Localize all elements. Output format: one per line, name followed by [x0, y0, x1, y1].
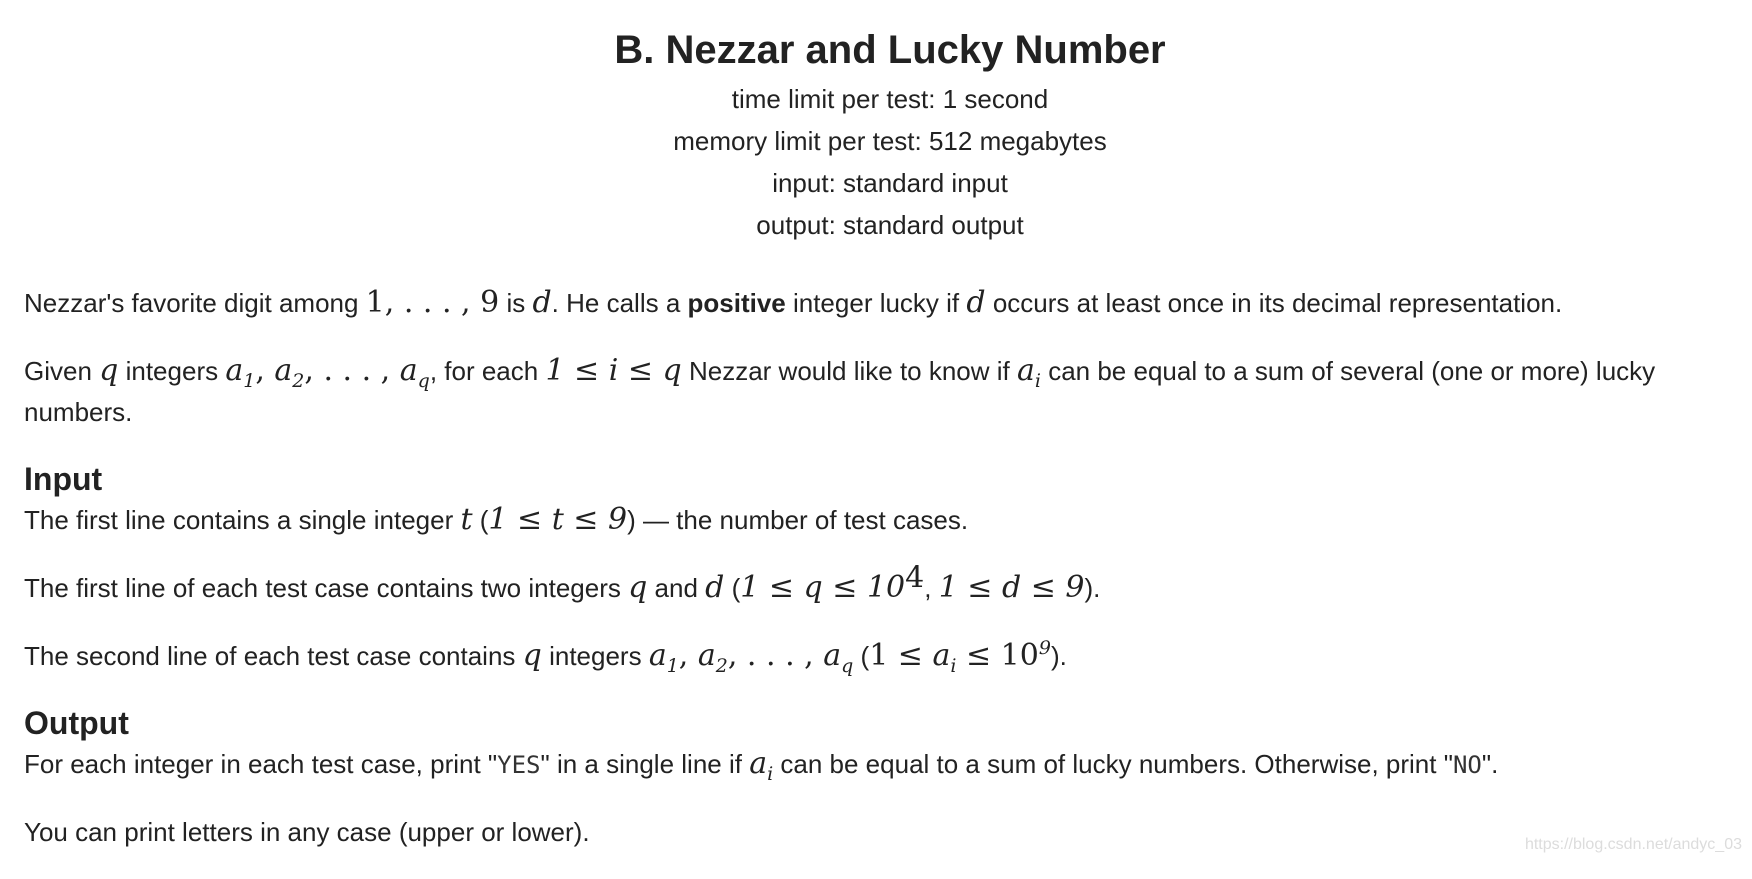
memory-limit: memory limit per test: 512 megabytes [673, 126, 1107, 156]
text: ). [1084, 573, 1101, 603]
math: 1, . . . , 9 [365, 285, 500, 320]
statement-paragraph-1 [24, 282, 1744, 324]
math-sequence [225, 353, 430, 392]
text: occurs at least once in its decimal representation. [985, 288, 1563, 318]
math: q [628, 570, 648, 605]
math: d [705, 570, 725, 605]
text: The first line of each test case contains two integers [24, 573, 629, 603]
text: " in a single line if [540, 749, 750, 779]
text: , [924, 573, 939, 603]
math-var: a [1017, 353, 1035, 388]
text: The second line of each test case contains [24, 641, 523, 671]
output-section-title: Output [24, 705, 129, 741]
math: d [966, 285, 986, 320]
text: integers [541, 641, 649, 671]
math: 1 ≤ d ≤ 9 [938, 570, 1085, 605]
math-part: ≤ 10 [956, 638, 1039, 673]
text: Nezzar would like to know if [681, 356, 1017, 386]
text: ". [1481, 749, 1499, 779]
math-sup: 9 [1038, 637, 1051, 659]
text: ). [1050, 641, 1067, 671]
watermark: https://blog.csdn.net/andyc_03 [1524, 836, 1742, 853]
output-paragraph-2: You can print letters in any case (upper or lower). [24, 817, 590, 847]
math: 1 ≤ i ≤ q [545, 353, 682, 388]
math-sub: 2 [292, 370, 305, 392]
math: 1 ≤ t ≤ 9 [488, 502, 628, 537]
math-sub: i [950, 655, 957, 677]
input-paragraph-2 [24, 560, 1744, 609]
code-no: NO [1452, 751, 1482, 779]
math-sub: q [417, 370, 430, 392]
text: Given [24, 356, 100, 386]
math-sub: 1 [243, 370, 256, 392]
math-sup: 4 [905, 560, 925, 596]
math-var: a [749, 746, 768, 781]
math-sequence [648, 638, 854, 677]
math-range [869, 637, 1051, 677]
math-sub: i [1034, 370, 1041, 392]
math-var: a [274, 353, 293, 388]
math-var: a [648, 638, 667, 673]
math-sep: , . . . , [304, 353, 400, 388]
code-yes: YES [497, 751, 541, 779]
text: The first line contains a single integer [24, 505, 461, 535]
input-paragraph-1 [24, 499, 1744, 541]
problem-header [0, 22, 1752, 246]
text: ( [724, 573, 741, 603]
math: d [532, 285, 552, 320]
math-part: 1 ≤ [869, 638, 933, 673]
math-sep: , . . . , [727, 638, 824, 673]
output-paragraph-1 [24, 743, 1744, 786]
input-section-title: Input [24, 461, 103, 497]
math-sub: 2 [715, 655, 728, 677]
problem-limits [0, 78, 1752, 246]
math: q [522, 638, 542, 673]
text: integers [118, 356, 226, 386]
text: , for each [429, 356, 546, 386]
text: and [647, 573, 706, 603]
math: q [99, 353, 119, 388]
math-sep: , [255, 353, 275, 388]
math: t [460, 502, 473, 537]
text: For each integer in each test case, print " [24, 749, 498, 779]
problem-title: B. Nezzar and Lucky Number [614, 28, 1166, 72]
text: . He calls a [551, 288, 688, 318]
input-spec: input: standard input [772, 168, 1008, 198]
math: 1 ≤ q ≤ 10 [740, 570, 906, 605]
bold-text: positive [687, 288, 786, 318]
text: Nezzar's favorite digit among [24, 288, 366, 318]
problem-statement [24, 282, 1744, 879]
math-var: a [399, 353, 418, 388]
math-var: a [697, 638, 716, 673]
statement-paragraph-2 [24, 350, 1744, 433]
input-paragraph-3 [24, 635, 1744, 677]
math-sub: q [841, 655, 854, 677]
text: can be equal to a sum of several (one or more) lucky numbers. [24, 356, 1656, 427]
math-sep: , [678, 638, 698, 673]
text: ( [472, 505, 489, 535]
text: integer lucky if [785, 288, 967, 318]
time-limit: time limit per test: 1 second [731, 84, 1049, 114]
text: ( [853, 641, 870, 671]
output-section [24, 703, 1744, 853]
text: is [499, 288, 533, 318]
math-var: a [823, 638, 842, 673]
math-var: a [932, 638, 951, 673]
text: can be equal to a sum of lucky numbers. Otherwise, print " [773, 749, 1453, 779]
math-sub: i [767, 763, 774, 785]
output-spec: output: standard output [756, 210, 1024, 240]
math-ai [1017, 353, 1041, 392]
math-sub: 1 [666, 655, 679, 677]
text: ) — the number of test cases. [627, 505, 969, 535]
math-var: a [225, 353, 244, 388]
math-ai [749, 746, 774, 785]
input-section [24, 459, 1744, 677]
